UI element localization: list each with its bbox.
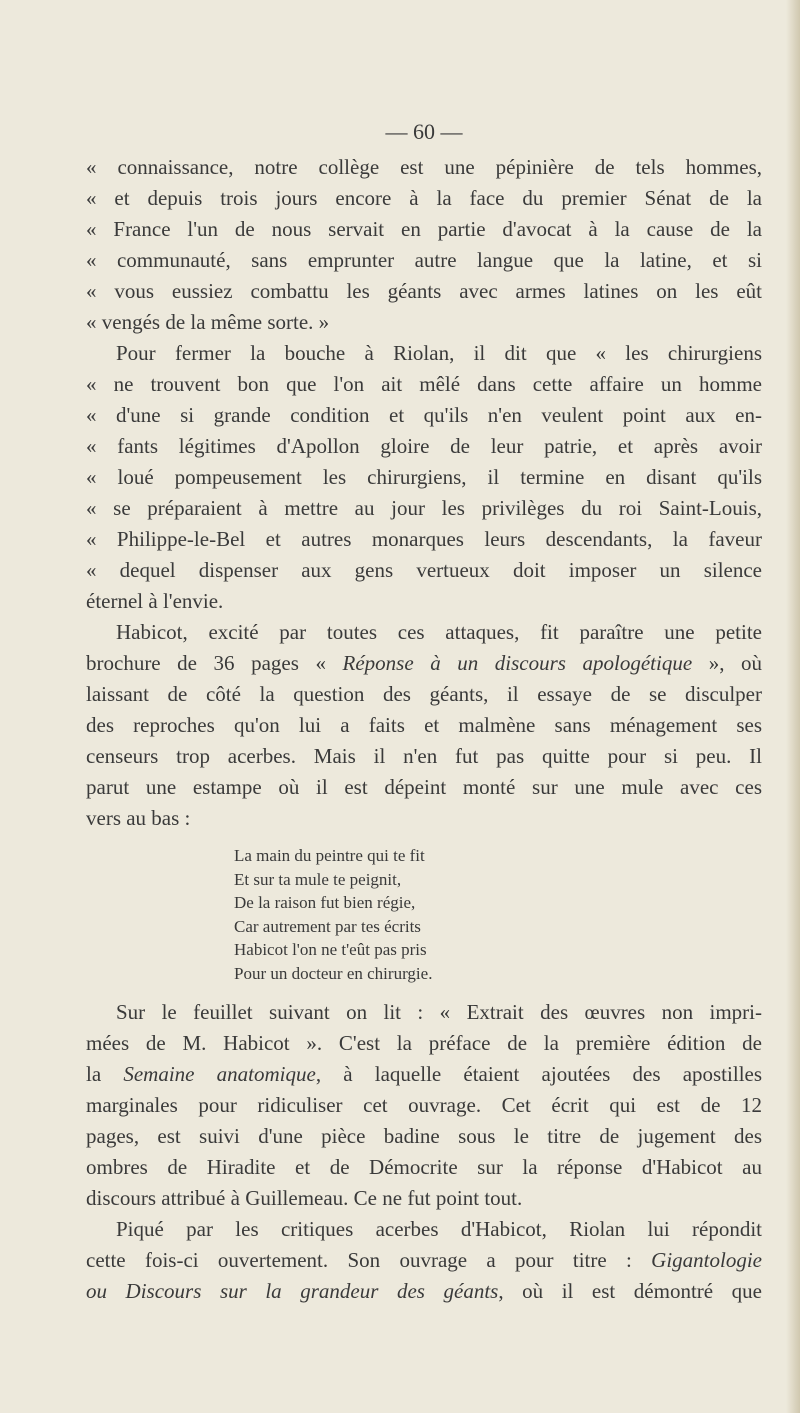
text-line: laissant de côté la question des géants, il essaye de se disculper (86, 682, 762, 706)
text-line: « ne trouvent bon que l'on ait mêlé dans cette affaire un homme (86, 372, 762, 396)
text-line: parut une estampe où il est dépeint monté sur une mule avec ces (86, 775, 762, 799)
text-line: « vengés de la même sorte. » (86, 310, 330, 334)
text-line: discours attribué à Guillemeau. Ce ne fut point tout. (86, 1186, 523, 1210)
page-edge-shadow (786, 0, 800, 1413)
text-line: « vous eussiez combattu les géants avec armes latines on les eût (86, 279, 762, 303)
work-title: ou Discours sur la grandeur des géants (86, 1279, 499, 1303)
verse-line: Habicot l'on ne t'eût pas pris (234, 940, 427, 959)
verse-line: La main du peintre qui te fit (234, 846, 425, 865)
text-line: « connaissance, notre collège est une pépinière de tels hommes, (86, 155, 762, 179)
text-line: « fants légitimes d'Apollon gloire de leur patrie, et après avoir (86, 434, 762, 458)
paragraph-start: Sur le feuillet suivant on lit : « Extrait des œuvres non impri- (116, 1000, 762, 1024)
text-line-with-title: la Semaine anatomique, à laquelle étaient ajoutées des apostilles (86, 1062, 763, 1086)
verse-block (234, 844, 762, 985)
text-line: vers au bas : (86, 806, 191, 830)
text-line: ombres de Hiradite et de Démocrite sur la réponse d'Habicot au (86, 1155, 762, 1179)
paragraph-start: Pour fermer la bouche à Riolan, il dit que « les chirurgiens (116, 341, 762, 365)
text-line: « loué pompeusement les chirurgiens, il termine en disant qu'ils (86, 465, 762, 489)
text-line: censeurs trop acerbes. Mais il n'en fut pas quitte pour si peu. Il (86, 744, 762, 768)
page-number: — 60 — (385, 119, 463, 144)
text-line: pages, est suivi d'une pièce badine sous le titre de jugement des (86, 1124, 762, 1148)
text-block (86, 112, 762, 1307)
work-title: Semaine anatomique (123, 1062, 316, 1086)
text-line: « d'une si grande condition et qu'ils n'en veulent point aux en- (86, 403, 762, 427)
text-line: « communauté, sans emprunter autre langue que la latine, et si (86, 248, 762, 272)
text-line: marginales pour ridiculiser cet ouvrage. Cet écrit qui est de 12 (86, 1093, 762, 1117)
verse-line: Et sur ta mule te peignit, (234, 869, 402, 889)
paragraph-start: Habicot, excité par toutes ces attaques, fit paraître une petite (116, 620, 762, 644)
text-line: « France l'un de nous servait en partie d'avocat à la cause de la (86, 217, 762, 241)
text-line: mées de M. Habicot ». C'est la préface de la première édition de (86, 1031, 762, 1055)
text-line-with-title: brochure de 36 pages « Réponse à un discours apologétique », où (86, 651, 762, 675)
verse-line: Car autrement par tes écrits (234, 916, 421, 936)
paragraph-start: Piqué par les critiques acerbes d'Habicot, Riolan lui répondit (116, 1217, 762, 1241)
text-line-with-title: cette fois-ci ouvertement. Son ouvrage a pour titre : Gigantologie (86, 1248, 762, 1272)
text-line: « Philippe-le-Bel et autres monarques leurs descendants, la faveur (86, 527, 762, 551)
text-line: « dequel dispenser aux gens vertueux doit imposer un silence (86, 558, 762, 582)
text-line: « se préparaient à mettre au jour les privilèges du roi Saint-Louis, (86, 496, 762, 520)
text-line: des reproches qu'on lui a faits et malmène sans ménagement ses (86, 713, 762, 737)
text-line-with-title: ou Discours sur la grandeur des géants, où il est démontré que (86, 1279, 762, 1303)
work-title: Gigantologie (651, 1248, 762, 1272)
text-line: « et depuis trois jours encore à la face du premier Sénat de la (86, 186, 762, 210)
verse-line: Pour un docteur en chirurgie. (234, 963, 433, 983)
text-line: éternel à l'envie. (86, 589, 224, 613)
verse-line: De la raison fut bien régie, (234, 893, 416, 912)
work-title: Réponse à un discours apologétique (342, 651, 693, 675)
